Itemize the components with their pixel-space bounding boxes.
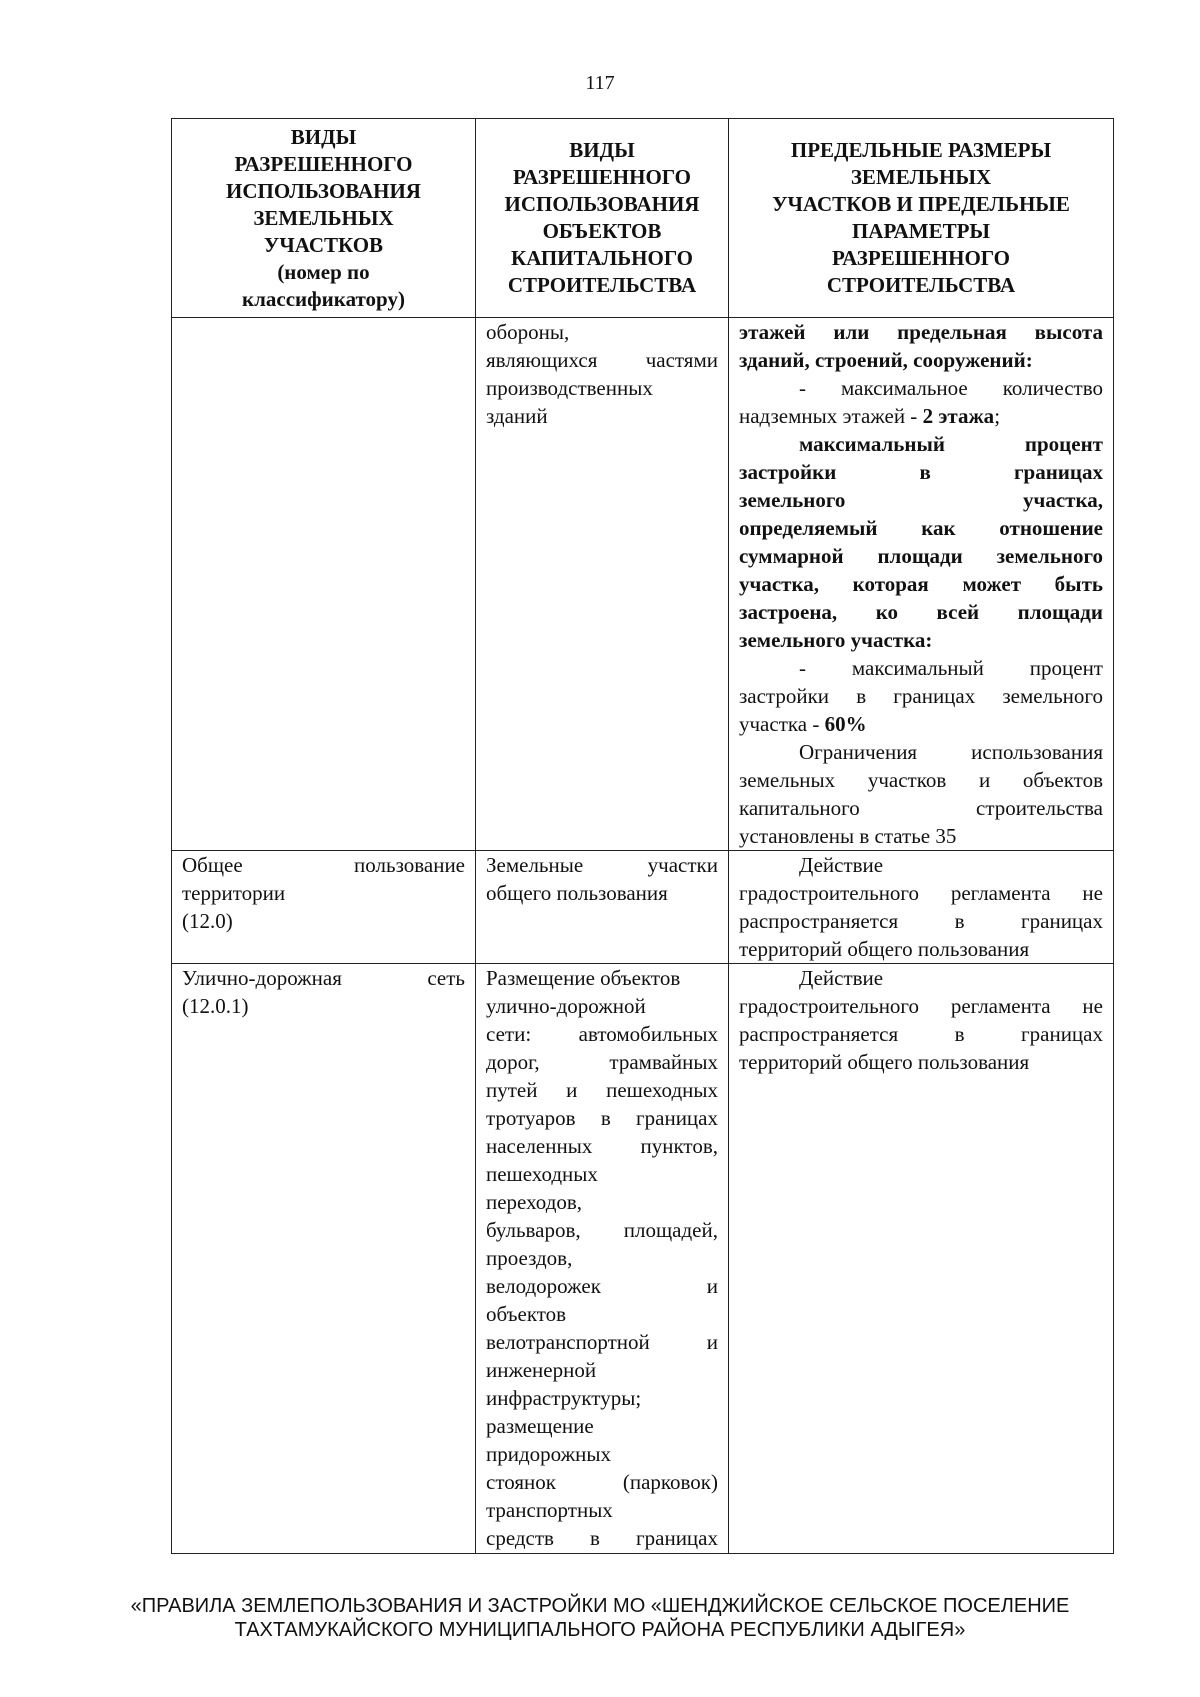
row1-land-use-cell	[172, 318, 476, 851]
row2-land-use-cell: Общее пользование территории (12.0)	[172, 851, 476, 964]
header-limit-parameters: ПРЕДЕЛЬНЫЕ РАЗМЕРЫ ЗЕМЕЛЬНЫХ УЧАСТКОВ И ПРЕДЕЛЬНЫЕ ПАРАМЕТРЫ РАЗРЕШЕННОГО СТРОИТЕЛЬСТВА	[729, 119, 1114, 318]
row3-construction-cell: Размещение объектов улично-дорожной сети: автомобильных дорог, трамвайных путей и пешеходных тротуаров в границах населенных пунктов, пешеходных переходов, бульваров, площадей, проездов, велодорожек и объектов велотранспортной и инженерной инфраструктуры; размещение придорожных стоянок (парковок) транспортных средств в границах	[476, 964, 729, 1554]
document-footer: «ПРАВИЛА ЗЕМЛЕПОЛЬЗОВАНИЯ И ЗАСТРОЙКИ МО «ШЕНДЖИЙСКОЕ СЕЛЬСКОЕ ПОСЕЛЕНИЕ ТАХТАМУКАЙСКОГО МУНИЦИПАЛЬНОГО РАЙОНА РЕСПУБЛИКИ АДЫГЕЯ»	[130, 1595, 1070, 1641]
table-row	[172, 318, 1114, 851]
row2-parameters-cell: Действие градостроительного регламента не распространяется в границах территорий общего пользования	[729, 851, 1114, 964]
row1-parameters-cell: этажей или предельная высота зданий, строений, сооружений: - максимальное количество надземных этажей - 2 этажа; максимальный процент застройки в границах земельного участка, определяемый как отношение суммарной площади земельного участка, которая может быть застроена, ко всей площади земельного участка: - максимальный процент застройки в границах земельного участка - 60% Ограничения использования земельных участков и объектов капитального строительства установлены в статье 35	[729, 318, 1114, 851]
regulations-table	[171, 118, 1114, 1554]
row2-construction-cell: Земельные участки общего пользования	[476, 851, 729, 964]
page-number: 117	[585, 72, 615, 94]
table-header-row	[172, 119, 1114, 318]
header-permitted-use-land: ВИДЫ РАЗРЕШЕННОГО ИСПОЛЬЗОВАНИЯ ЗЕМЕЛЬНЫХ УЧАСТКОВ (номер по классификатору)	[172, 119, 476, 318]
row1-construction-cell: обороны, являющихся частями производственных зданий	[476, 318, 729, 851]
header-permitted-use-construction: ВИДЫ РАЗРЕШЕННОГО ИСПОЛЬЗОВАНИЯ ОБЪЕКТОВ КАПИТАЛЬНОГО СТРОИТЕЛЬСТВА	[476, 119, 729, 318]
row3-land-use-cell: Улично-дорожная сеть (12.0.1)	[172, 964, 476, 1554]
table-row	[172, 964, 1114, 1554]
row3-parameters-cell: Действие градостроительного регламента не распространяется в границах территорий общего пользования	[729, 964, 1114, 1554]
table-row	[172, 851, 1114, 964]
